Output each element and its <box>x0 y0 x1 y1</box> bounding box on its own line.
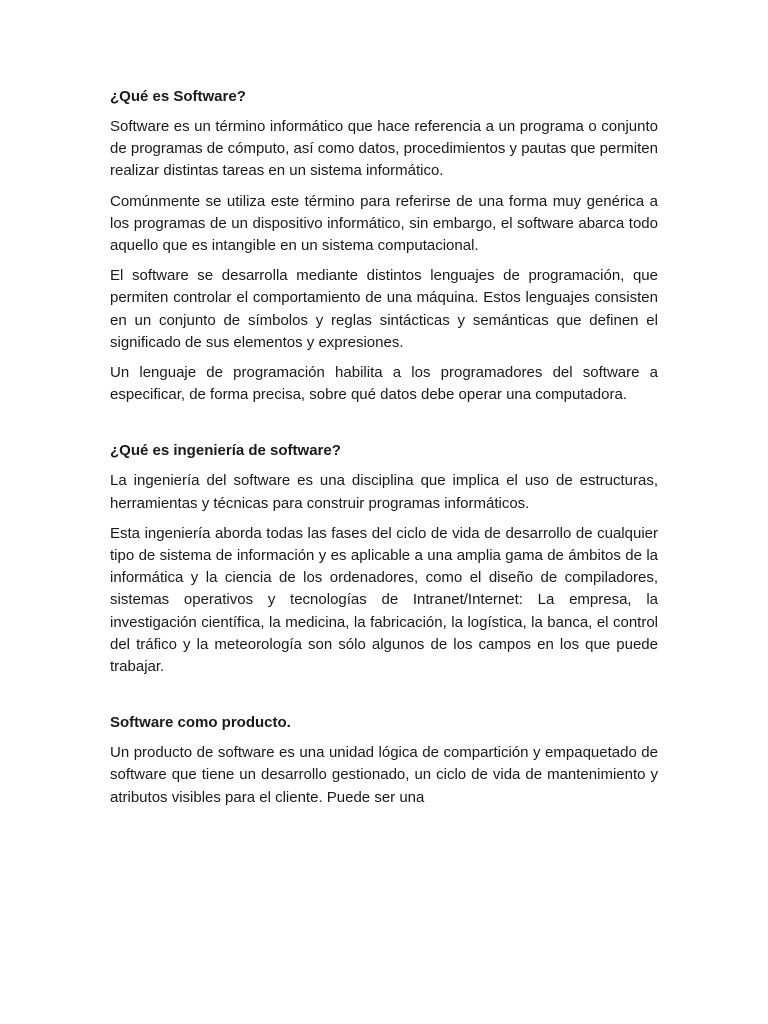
section-software-producto <box>110 712 658 809</box>
section-ingenieria-software <box>110 440 658 678</box>
section-heading: ¿Qué es Software? <box>110 88 246 105</box>
paragraph: Un lenguaje de programación habilita a los programadores del software a especificar, de forma precisa, sobre qué datos debe operar una computadora. <box>110 364 658 404</box>
paragraph: La ingeniería del software es una disciplina que implica el uso de estructuras, herramientas y técnicas para construir programas informáticos. <box>110 472 658 512</box>
document-page <box>110 86 658 817</box>
section-heading: ¿Qué es ingeniería de software? <box>110 442 341 460</box>
section-que-es-software <box>110 86 658 406</box>
paragraph: Un producto de software es una unidad lógica de compartición y empaquetado de software que tiene un desarrollo gestionado, un ciclo de vida de mantenimiento y atributos visibles para el cliente. Puede ser una <box>110 744 658 806</box>
paragraph: Esta ingeniería aborda todas las fases del ciclo de vida de desarrollo de cualquier tipo de sistema de información y es aplicable a una amplia gama de ámbitos de la informática y la ciencia de los ordenadores, como el diseño de compiladores, sistemas operativos y tecnologías de Intranet/Internet: La empresa, la investigación científica, la medicina, la fabricación, la logística, la banca, el control del tráfico y la meteorología son sólo algunos de los campos en los que puede trabajar. <box>110 524 658 676</box>
paragraph: El software se desarrolla mediante distintos lenguajes de programación, que permiten controlar el comportamiento de una máquina. Estos lenguajes consisten en un conjunto de símbolos y reglas sintácticas y semánticas que definen el significado de sus elementos y expresiones. <box>110 267 658 351</box>
section-heading: Software como producto. <box>110 714 291 732</box>
paragraph: Comúnmente se utiliza este término para referirse de una forma muy genérica a los programas de un dispositivo informático, sin embargo, el software abarca todo aquello que es intangible en un sistema computacional. <box>110 192 658 255</box>
paragraph: Software es un término informático que hace referencia a un programa o conjunto de programas de cómputo, así como datos, procedimientos y pautas que permiten realizar distintas tareas en un sistema informático. <box>110 118 658 180</box>
